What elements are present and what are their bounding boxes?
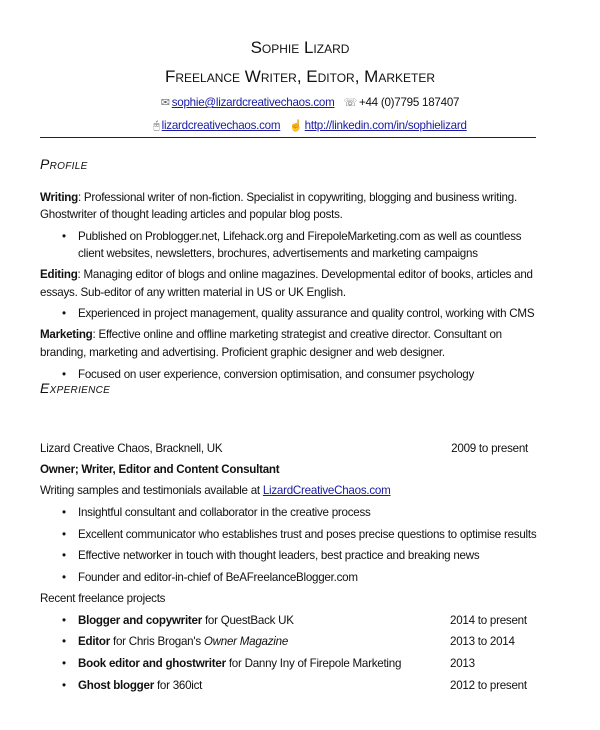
editing-line: [40, 267, 533, 283]
bullet: •: [62, 679, 66, 692]
writing-text: : Professional writer of non-fiction. Specialist in copywriting, blogging and business writing.: [77, 191, 517, 204]
company: Lizard Creative Chaos, Bracknell, UK: [40, 442, 223, 455]
experience-bullet: Founder and editor-in-chief of BeAFreelanceBlogger.com: [78, 571, 358, 584]
writing-label: Writing: [40, 191, 78, 204]
editing-text-2: essays. Sub-editor of any written material in US or UK English.: [40, 286, 346, 299]
bullet: •: [62, 307, 66, 320]
experience-bullet: Insightful consultant and collaborator in the creative process: [78, 506, 371, 519]
project-dates: 2013 to 2014: [450, 635, 515, 648]
project-item: [78, 678, 202, 694]
project-dates: 2012 to present: [450, 679, 527, 692]
recent-projects-label: Recent freelance projects: [40, 592, 166, 605]
experience-heading: Experience: [40, 380, 111, 396]
project-client: for QuestBack UK: [201, 614, 294, 627]
bullet: •: [62, 657, 66, 670]
bullet: •: [62, 230, 66, 243]
website-link[interactable]: lizardcreativechaos.com: [161, 119, 281, 132]
mouse-icon: 🖰: [153, 120, 160, 132]
header-divider: [40, 137, 536, 138]
experience-bullet: Excellent communicator who establishes trust and poses precise questions to optimise results: [78, 528, 537, 541]
contact-line-2: [0, 118, 600, 134]
marketing-bullet: Focused on user experience, conversion optimisation, and consumer psychology: [78, 368, 475, 381]
bullet: •: [62, 614, 66, 627]
linkedin-link[interactable]: http://linkedin.com/in/sophielizard: [304, 119, 467, 132]
editing-label: Editing: [40, 268, 78, 281]
bullet: •: [62, 368, 66, 381]
resume-title: Freelance Writer, Editor, Marketer: [164, 67, 436, 86]
marketing-text: : Effective online and offline marketing strategist and creative director. Consultant on: [92, 328, 502, 341]
bullet: •: [62, 571, 66, 584]
marketing-label: Marketing: [40, 328, 93, 341]
hand-icon: ☝: [289, 120, 303, 132]
project-role: Blogger and copywriter: [78, 614, 202, 627]
marketing-line: [40, 327, 502, 343]
samples-link[interactable]: LizardCreativeChaos.com: [262, 484, 391, 497]
project-role: Book editor and ghostwriter: [78, 657, 226, 670]
role-title: Owner; Writer, Editor and Content Consultant: [40, 463, 280, 476]
telephone-icon: ☏: [343, 97, 357, 109]
experience-bullet: Effective networker in touch with thought leaders, best practice and breaking news: [78, 549, 480, 562]
project-role: Ghost blogger: [78, 679, 154, 692]
project-item: [78, 634, 288, 650]
editing-bullet: Experienced in project management, quality assurance and quality control, working with CMS: [78, 307, 535, 320]
project-role: Editor: [78, 635, 110, 648]
bullet: •: [62, 635, 66, 648]
profile-heading: Profile: [40, 156, 88, 172]
project-item: [78, 613, 294, 629]
project-client: for Danny Iny of Firepole Marketing: [225, 657, 402, 670]
project-client: for 360ict: [153, 679, 203, 692]
resume-name: Sophie Lizard: [250, 38, 350, 57]
marketing-text-2: branding, marketing and advertising. Proficient graphic designer and web designer.: [40, 346, 445, 359]
project-dates: 2014 to present: [450, 614, 527, 627]
writing-text-2: Ghostwriter of thought leading articles and popular blog posts.: [40, 208, 343, 221]
contact-line-1: [0, 95, 600, 111]
bullet: •: [62, 506, 66, 519]
samples-text: Writing samples and testimonials available at: [40, 484, 263, 497]
writing-bullet-cont: client websites, newsletters, brochures, advertisements and marketing campaigns: [78, 247, 478, 260]
phone-number: +44 (0)7795 187407: [358, 96, 460, 109]
editing-text: : Managing editor of blogs and online magazines. Developmental editor of books, articles and: [77, 268, 533, 281]
project-publication: Owner Magazine: [203, 635, 289, 648]
project-client: for Chris Brogan's: [110, 635, 204, 648]
project-item: [78, 656, 401, 672]
writing-line: [40, 190, 517, 206]
bullet: •: [62, 549, 66, 562]
samples-line: [40, 483, 391, 499]
company-dates: 2009 to present: [451, 442, 528, 455]
email-link[interactable]: sophie@lizardcreativechaos.com: [171, 96, 335, 109]
bullet: •: [62, 528, 66, 541]
project-dates: 2013: [450, 657, 475, 670]
writing-bullet: Published on Problogger.net, Lifehack.org and FirepoleMarketing.com as well as countless: [78, 230, 522, 243]
envelope-icon: ✉: [160, 97, 170, 109]
